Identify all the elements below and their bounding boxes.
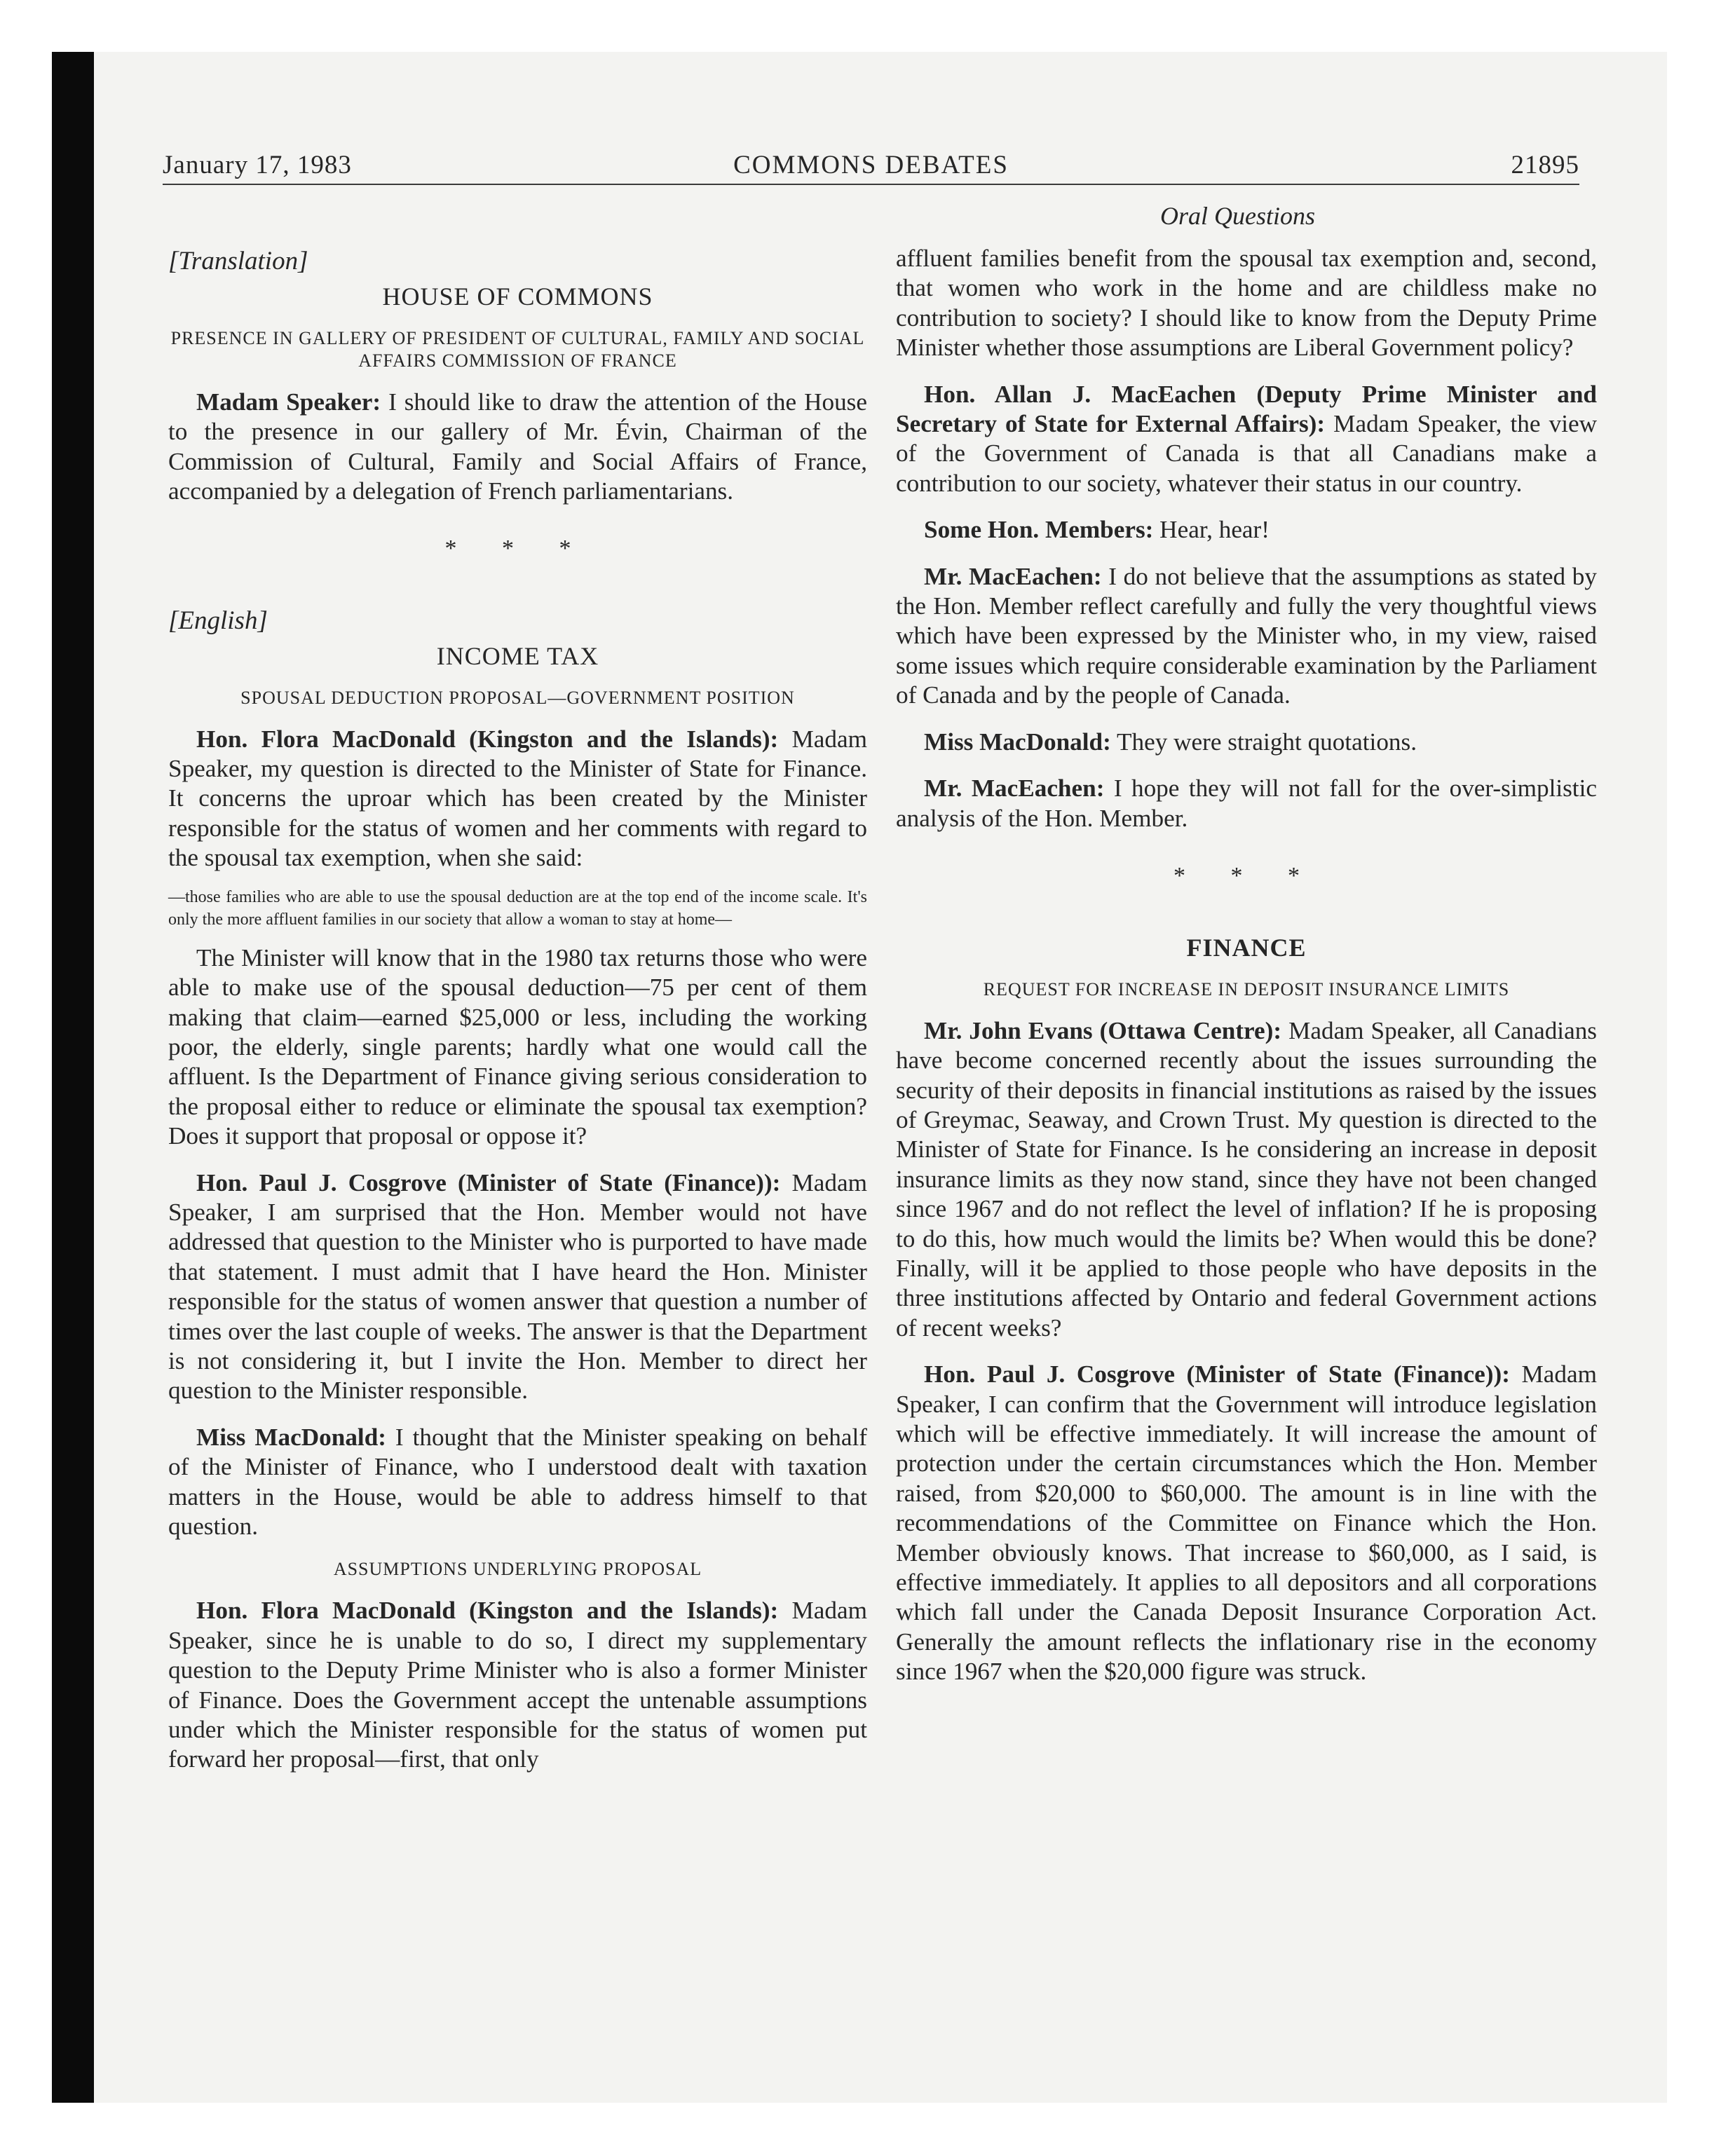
subheading-presence: PRESENCE IN GALLERY OF PRESIDENT OF CULTURAL, FAMILY AND SOCIAL AFFAIRS COMMISSION OF FRANCE [170,327,865,371]
speaker-name: Miss MacDonald: [196,1423,386,1451]
speech-paragraph [896,1360,1597,1686]
speaker-name: Hon. Allan J. MacEachen (Deputy Prime Minister and Secretary of State for External Affairs): [896,380,1597,438]
speaker-name: Madam Speaker: [196,388,381,416]
section-divider-stars: * * * [1173,862,1319,889]
speech-text: I do not believe that the assumptions as stated by the Hon. Member reflect carefully and fully the very thoughtful views which have been expressed by the Minister who, in my view, raised some issues which require considerable examination by the Parliament of Canada and by the people of Canada. [896,562,1597,709]
speech-paragraph [896,1016,1597,1343]
speech-text: Madam Speaker, my question is directed to the Minister of State for Finance. It concerns the uproar which has been created by the Minister responsible for the status of women and her comments with regard to the spousal tax exemption, when she said: [168,725,867,872]
section-divider-stars: * * * [444,535,591,562]
right-column [896,244,1597,1704]
speech-text: Madam Speaker, all Canadians have become concerned recently about the issues surrounding the security of their deposits in financial institutions as raised by the issues of Greymac, Seaway, and Crown Trust. My question is directed to the Minister of State for Finance. Is he considering an increase in deposit insurance limits as they now stand, since they have not been changed since 1967 and do not reflect the level of inflation? If he is proposing to do this, how much would the limits be? When would this be done? Finally, will it be applied to those people who have deposits in the three institutions affected by Ontario and federal Government actions of recent weeks? [896,1016,1597,1342]
speech-paragraph [896,380,1597,499]
quoted-statement: —those families who are able to use the spousal deduction are at the top end of the income scale. It's only the more affluent families in our society that allow a woman to stay at home— [168,887,867,929]
speaker-name: Hon. Paul J. Cosgrove (Minister of State (Finance)): [196,1168,781,1196]
speech-text: They were straight quotations. [1110,728,1417,756]
page-number: 21895 [1511,151,1579,179]
speech-text: Madam Speaker, I am surprised that the Hon. Member would not have addressed that question to the Minister who is purported to have made that statement. I must admit that I have heard the Hon. Minister responsible for the status of women answer that question a number of times over the last couple of weeks. The answer is that the Department is not considering it, but I invite the Hon. Member to direct her question to the Minister responsible. [168,1168,867,1405]
speech-paragraph [896,562,1597,711]
subheading-assumptions: ASSUMPTIONS UNDERLYING PROPOSAL [333,1559,702,1580]
speech-text: I hope they will not fall for the over-simplistic analysis of the Hon. Member. [896,775,1597,832]
speech-paragraph [168,725,867,873]
speech-paragraph [168,1168,867,1406]
running-head [163,150,1579,185]
speaker-name: Mr. John Evans (Ottawa Centre): [924,1016,1282,1044]
column-caption: Oral Questions [1159,202,1315,230]
speaker-name: Miss MacDonald: [924,728,1111,756]
speech-text: I should like to draw the attention of the House to the presence in our gallery of Mr. Évin, Chairman of the Commission of Cultural, Family and Social Affairs of France, accompanied by a delegation of French parliamentarians. [168,388,867,505]
speaker-name: Hon. Paul J. Cosgrove (Minister of State (Finance)): [924,1360,1510,1389]
speaker-name: Some Hon. Members: [924,516,1154,544]
scan-binding-edge [52,52,94,2103]
subheading-deposit-insurance: REQUEST FOR INCREASE IN DEPOSIT INSURANCE LIMITS [983,978,1510,999]
speech-text: Madam Speaker, the view of the Government of Canada is that all Canadians make a contribution to our society, whatever their status in our country. [896,410,1597,497]
speech-text: Madam Speaker, I can confirm that the Government will introduce legislation which will be effective immediately. It will increase the amount of protection under the certain circumstances which the Hon. Member raised, from $20,000 to $60,000. The amount is in line with the recommendations of the Committee on Finance which the Hon. Member obviously knows. That increase to $60,000, as I said, is effective immediately. It applies to all depositors and all corporations which fall under the Canada Deposit Insurance Corporation Act. Generally the amount reflects the inflationary rise in the economy since 1967 when the $20,000 figure was struck. [896,1360,1597,1686]
speaker-name: Hon. Flora MacDonald (Kingston and the Islands): [196,725,779,753]
speech-paragraph [168,388,867,507]
speech-text: Hear, hear! [1153,516,1270,544]
translation-tag: [Translation] [168,247,308,275]
left-column [168,247,867,1792]
speech-paragraph [168,1596,867,1774]
page-date: January 17, 1983 [163,151,352,179]
speaker-name: Mr. MacEachen: [924,775,1105,803]
speech-paragraph [168,1423,867,1542]
speech-paragraph [896,515,1597,545]
section-heading-house: HOUSE OF COMMONS [382,282,653,311]
speech-paragraph: affluent families benefit from the spousal tax exemption and, second, that women who work in the home and are childless make no contribution to society? I should like to know from the Deputy Prime Minister whether those assumptions are Liberal Government policy? [896,245,1597,362]
speaker-name: Mr. MacEachen: [924,562,1102,590]
section-heading-income-tax: INCOME TAX [436,642,599,671]
section-heading-finance: FINANCE [1186,934,1307,962]
speech-paragraph [896,774,1597,833]
subheading-spousal-deduction: SPOUSAL DEDUCTION PROPOSAL—GOVERNMENT POSITION [240,687,795,708]
publication-title: COMMONS DEBATES [733,151,1009,179]
speaker-name: Hon. Flora MacDonald (Kingston and the Islands): [196,1597,779,1625]
speech-text: Madam Speaker, since he is unable to do so, I direct my supplementary question to the Deputy Prime Minister who is also a former Minister of Finance. Does the Government accept the untenable assumptions under which the Minister responsible for the status of women put forward her proposal—first, that only [168,1597,867,1773]
speech-text: I thought that the Minister speaking on behalf of the Minister of Finance, who I understood dealt with taxation matters in the House, would be able to address himself to that question. [168,1423,867,1540]
english-tag: [English] [168,606,268,635]
speech-paragraph [896,728,1597,757]
speech-paragraph: The Minister will know that in the 1980 tax returns those who were able to make use of the spousal deduction—75 per cent of them making that claim—earned $25,000 or less, including the working poor, the elderly, single parents; hardly what one would call the affluent. Is the Department of Finance giving serious consideration to the proposal either to reduce or eliminate the spousal tax exemption? Does it support that proposal or oppose it? [168,943,867,1150]
